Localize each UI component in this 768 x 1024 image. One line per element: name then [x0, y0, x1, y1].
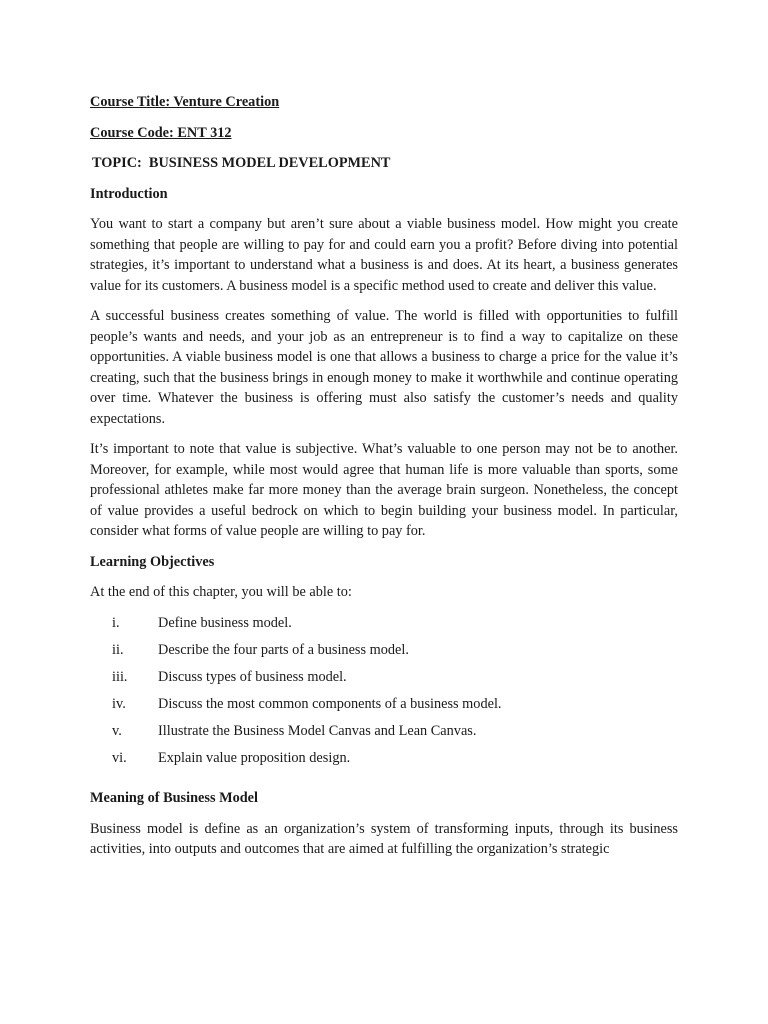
list-item-number: ii.: [112, 641, 124, 658]
list-item-text: Discuss types of business model.: [158, 668, 347, 685]
list-item: [90, 640, 678, 661]
meaning-heading: Meaning of Business Model: [90, 790, 259, 807]
list-item: [90, 694, 678, 715]
intro-paragraph-3: It’s important to note that value is subjective. What’s valuable to one person may not be to another. Moreover, for example, while most would agree that human life is more valuable than sports, some professional athletes make far more money than the average brain surgeon. Nonetheless, the concept of value provides a useful bedrock on which to begin building your business model. In particular, consider what forms of value people are willing to pay for.: [90, 441, 678, 539]
list-item: [90, 748, 678, 769]
introduction-heading: Introduction: [90, 185, 168, 202]
list-item-text: Discuss the most common components of a business model.: [158, 695, 502, 712]
list-item-text: Illustrate the Business Model Canvas and Lean Canvas.: [158, 722, 477, 739]
learning-objectives-intro: At the end of this chapter, you will be able to:: [90, 584, 352, 600]
list-item: [90, 613, 678, 634]
list-item-number: i.: [112, 614, 120, 631]
list-item-text: Define business model.: [158, 614, 292, 631]
list-item: [90, 721, 678, 742]
intro-paragraph-2: A successful business creates something of value. The world is filled with opportunities to fulfill people’s wants and needs, and your job as an entrepreneur is to find a way to capitalize on these opportunities. A viable business model is one that allows a business to charge a price for the value it’s creating, such that the business brings in enough money to make it worthwhile and continue operating over time. Whatever the business is offering must also satisfy the customer’s needs and quality expectations.: [90, 308, 678, 427]
list-item-number: vi.: [112, 749, 127, 766]
list-item-text: Describe the four parts of a business model.: [158, 641, 409, 658]
list-item: [90, 667, 678, 688]
topic-heading: TOPIC: BUSINESS MODEL DEVELOPMENT: [92, 155, 391, 171]
learning-objectives-heading: Learning Objectives: [90, 553, 215, 570]
course-code: Course Code: ENT 312: [90, 124, 232, 141]
list-item-text: Explain value proposition design.: [158, 749, 351, 766]
list-item-number: v.: [112, 722, 122, 739]
meaning-paragraph: Business model is define as an organization’s system of transforming inputs, through its business activities, into outputs and outcomes that are aimed at fulfilling the organization’s strategic: [90, 820, 678, 858]
list-item-number: iii.: [112, 668, 128, 685]
course-title: Course Title: Venture Creation: [90, 94, 280, 110]
list-item-number: iv.: [112, 695, 126, 712]
intro-paragraph-1: You want to start a company but aren’t sure about a viable business model. How might you create something that people are willing to pay for and could earn you a profit? Before diving into potential strategies, it’s important to understand what a business is and does. At its heart, a business generates value for its customers. A business model is a specific method used to create and deliver this value.: [90, 216, 678, 294]
learning-objectives-list: [90, 613, 678, 769]
